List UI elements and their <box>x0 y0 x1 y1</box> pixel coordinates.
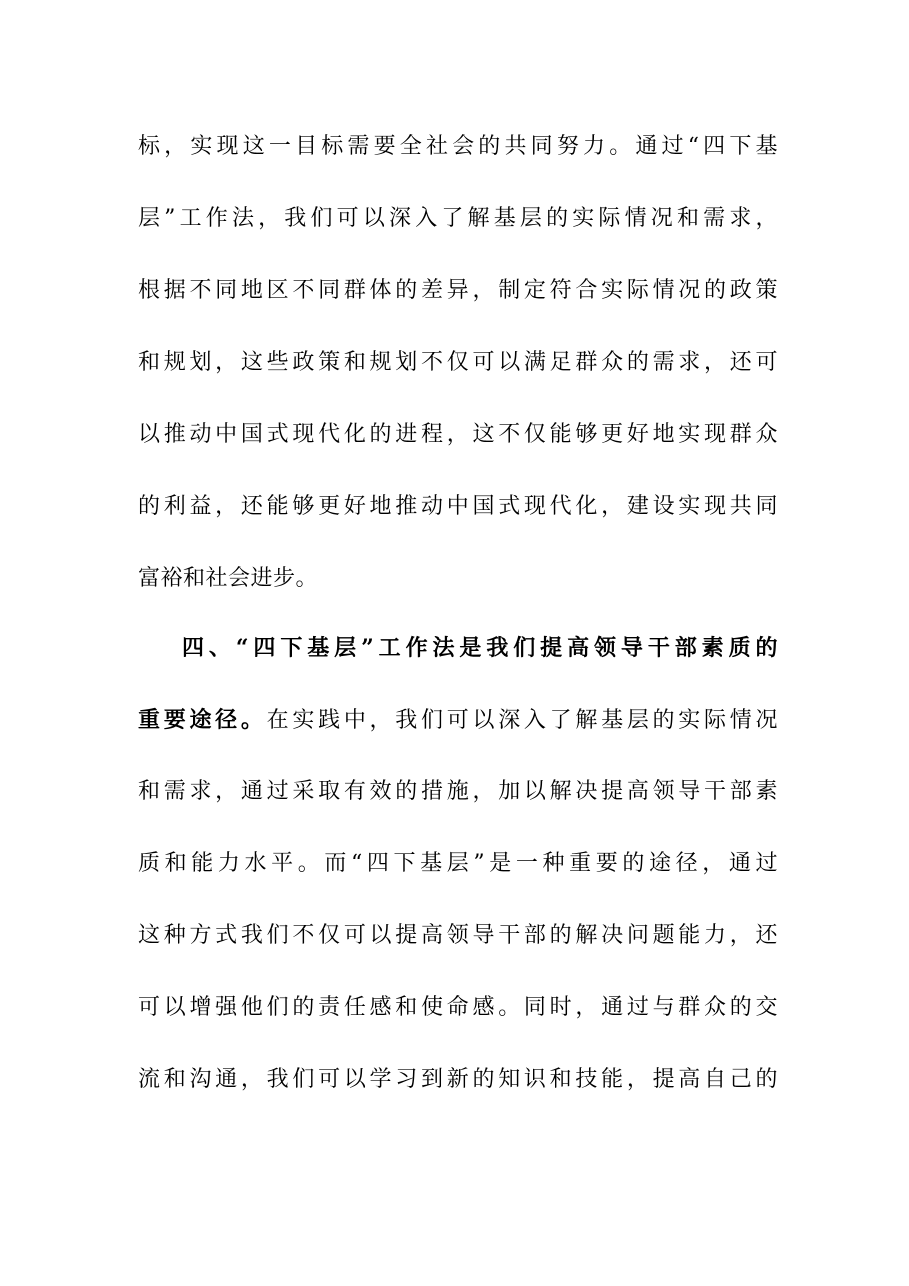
paragraph-line: 质和能力水平。而“四下基层”是一种重要的途径，通过 <box>138 851 778 876</box>
paragraph-line: 这种方式我们不仅可以提高领导干部的解决问题能力，还 <box>138 923 778 948</box>
paragraph-continuation <box>138 111 778 615</box>
paragraph-line: 标，实现这一目标需要全社会的共同努力。通过“四下基 <box>138 134 778 159</box>
paragraph-line <box>138 684 778 756</box>
paragraph-line: 流和沟通，我们可以学习到新的知识和技能，提高自己的 <box>138 1067 778 1092</box>
section-four-paragraph <box>138 612 778 1116</box>
paragraph-line: 根据不同地区不同群体的差异，制定符合实际情况的政策 <box>138 278 778 303</box>
paragraph-line-text: 在实践中，我们可以深入了解基层的实际情况 <box>266 708 778 733</box>
paragraph-line: 的利益，还能够更好地推动中国式现代化，建设实现共同 <box>138 494 778 519</box>
paragraph-line: 富裕和社会进步。 <box>138 566 319 591</box>
paragraph-line: 和规划，这些政策和规划不仅可以满足群众的需求，还可 <box>138 350 778 375</box>
paragraph-line: 可以增强他们的责任感和使命感。同时，通过与群众的交 <box>138 995 778 1020</box>
section-heading-line: 四、“四下基层”工作法是我们提高领导干部素质的 <box>182 635 778 661</box>
section-heading-tail: 重要途径。 <box>138 707 267 733</box>
paragraph-line: 层”工作法，我们可以深入了解基层的实际情况和需求， <box>138 206 778 231</box>
paragraph-line: 和需求，通过采取有效的措施，加以解决提高领导干部素 <box>138 779 778 804</box>
paragraph-line: 以推动中国式现代化的进程，这不仅能够更好地实现群众 <box>138 422 778 447</box>
